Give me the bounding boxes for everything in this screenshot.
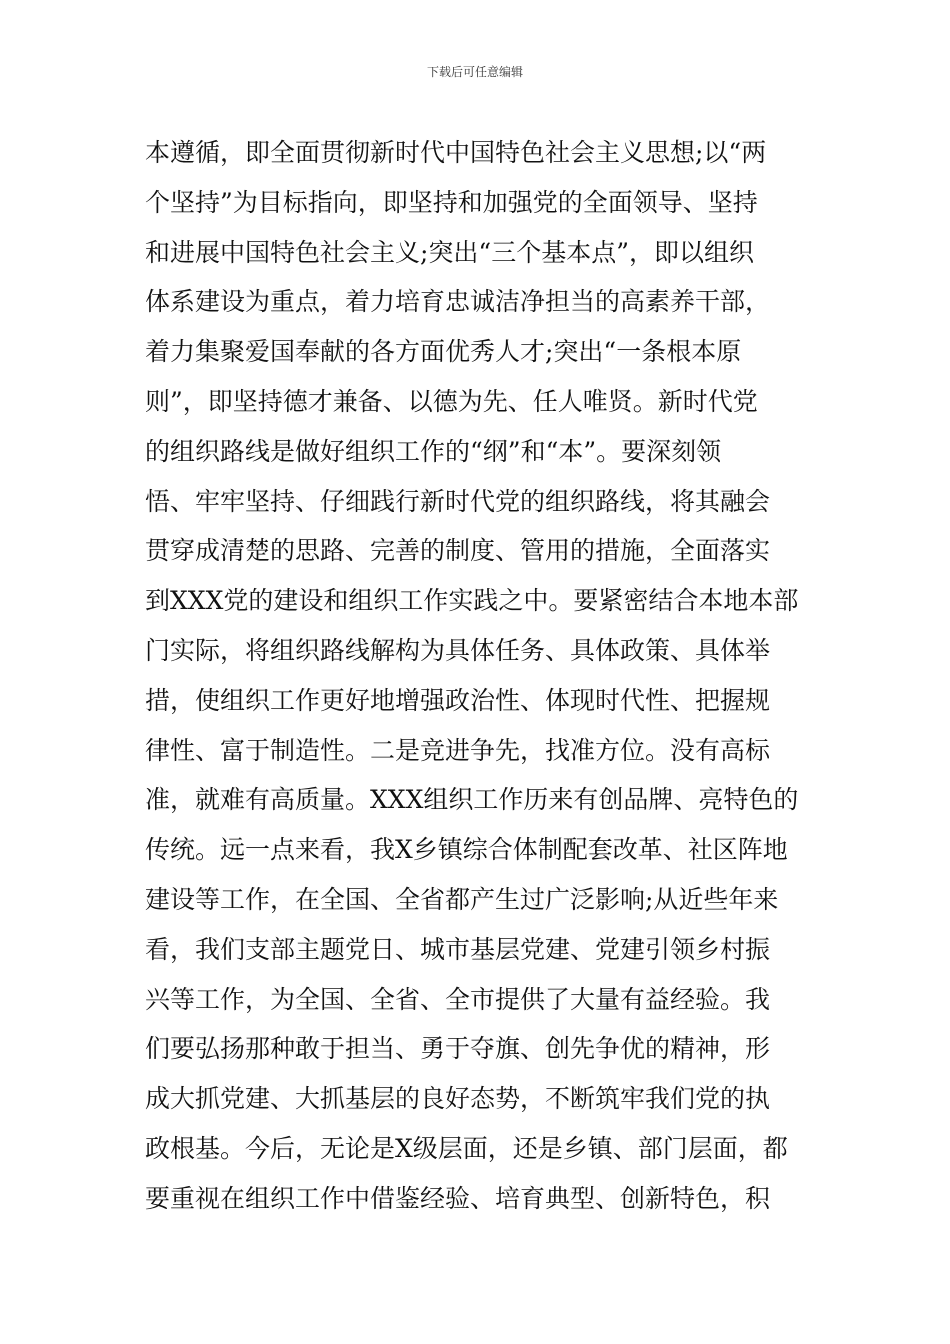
text-line: 准，就难有高质量。XXX组织工作历来有创品牌、亮特色的 bbox=[145, 785, 799, 815]
text-line: 传统。远一点来看，我X乡镇综合体制配套改革、社区阵地 bbox=[145, 835, 788, 865]
body-paragraph bbox=[145, 128, 815, 1224]
text-line: 政根基。今后，无论是X级层面，还是乡镇、部门层面，都 bbox=[145, 1133, 788, 1163]
text-line: 贯穿成清楚的思路、完善的制度、管用的措施，全面落实 bbox=[145, 536, 771, 566]
text-line: 兴等工作，为全国、全省、全市提供了大量有益经验。我 bbox=[145, 984, 771, 1014]
text-line: 律性、富于制造性。二是竞进争先，找准方位。没有高标 bbox=[145, 735, 771, 765]
text-line: 措，使组织工作更好地增强政治性、体现时代性、把握规 bbox=[145, 685, 771, 715]
text-line: 门实际，将组织路线解构为具体任务、具体政策、具体举 bbox=[145, 635, 771, 665]
text-line: 们要弘扬那种敢于担当、勇于夺旗、创先争优的精神，形 bbox=[145, 1034, 771, 1064]
text-line: 着力集聚爱国奉献的各方面优秀人才;突出“一条根本原 bbox=[145, 337, 742, 367]
text-line: 则”，即坚持德才兼备、以德为先、任人唯贤。新时代党 bbox=[145, 386, 758, 416]
page-header-note: 下载后可任意编辑 bbox=[426, 65, 523, 79]
text-line: 到XXX党的建设和组织工作实践之中。要紧密结合本地本部 bbox=[145, 586, 799, 616]
text-line: 个坚持”为目标指向，即坚持和加强党的全面领导、坚持 bbox=[145, 187, 758, 217]
text-line: 体系建设为重点，着力培育忠诚洁净担当的高素养干部， bbox=[145, 287, 771, 317]
text-line: 成大抓党建、大抓基层的良好态势，不断筑牢我们党的执 bbox=[145, 1084, 771, 1114]
text-line: 建设等工作，在全国、全省都产生过广泛影响;从近些年来 bbox=[145, 884, 779, 914]
text-line: 的组织路线是做好组织工作的“纲”和“本”。要深刻领 bbox=[145, 436, 722, 466]
text-line: 悟、牢牢坚持、仔细践行新时代党的组织路线，将其融会 bbox=[145, 486, 771, 516]
text-line: 看，我们支部主题党日、城市基层党建、党建引领乡村振 bbox=[145, 934, 771, 964]
text-line: 本遵循，即全面贯彻新时代中国特色社会主义思想;以“两 bbox=[145, 138, 767, 167]
text-line: 要重视在组织工作中借鉴经验、培育典型、创新特色，积 bbox=[145, 1183, 771, 1213]
text-line: 和进展中国特色社会主义;突出“三个基本点”，即以组织 bbox=[145, 237, 754, 267]
